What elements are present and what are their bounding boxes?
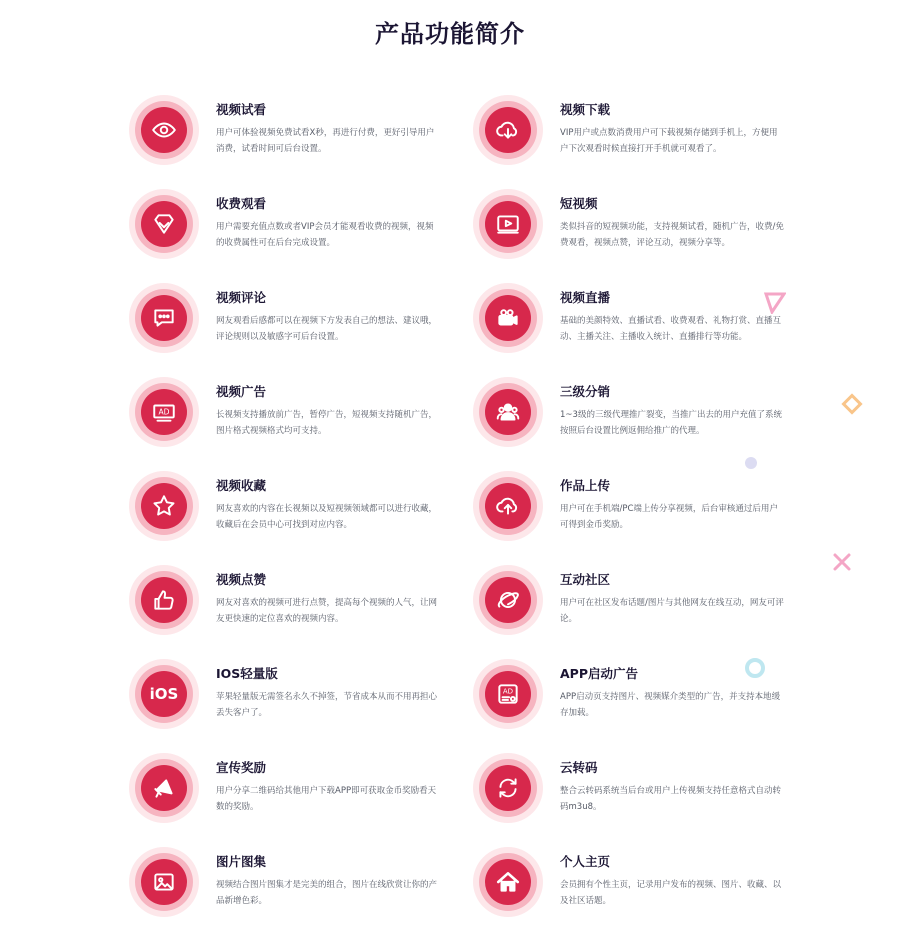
- feature-desc: 1~3级的三级代理推广裂变，当推广出去的用户充值了系统按照后台设置比例返佣给推广的代理。: [560, 410, 782, 436]
- ios-icon: iOS: [149, 685, 179, 703]
- feature-desc: 用户可在手机端/PC端上传分享视频，后台审核通过后用户可得到金币奖励。: [560, 504, 778, 530]
- feature-video-download: [473, 95, 803, 175]
- eye-icon: [151, 117, 177, 143]
- feature-title: 作品上传: [560, 478, 611, 493]
- feature-title: 视频直播: [560, 290, 611, 305]
- feature-desc: 用户需要充值点数或者VIP会员才能观看收费的视频，视频的收费属性可在后台完成设置。: [216, 222, 434, 248]
- feature-title: 视频评论: [216, 290, 267, 305]
- feature-video-ad: [129, 377, 459, 457]
- feature-desc: 长视频支持播放前广告，暂停广告，短视频支持随机广告，图片格式视频格式均可支持。: [216, 410, 438, 436]
- feature-paid-view: [129, 189, 459, 269]
- refresh-icon: [495, 775, 521, 801]
- video-player-icon: [495, 211, 521, 237]
- feature-short-video: [473, 189, 803, 269]
- feature-desc: 类似抖音的短视频功能，支持视频试看，随机广告，收费/免费观看，视频点赞，评论互动，视频分享等。: [560, 222, 784, 248]
- feature-title: 三级分销: [560, 384, 611, 399]
- chat-bubble-icon: [151, 305, 177, 331]
- app-ad-icon: [495, 681, 521, 707]
- feature-live-stream: [473, 283, 803, 363]
- feature-title: 互动社区: [560, 572, 611, 587]
- decor-cross: [831, 551, 853, 573]
- feature-upload: [473, 471, 803, 551]
- feature-title: 视频收藏: [216, 478, 267, 493]
- feature-title: 视频下载: [560, 102, 611, 117]
- diamond-icon: [151, 211, 177, 237]
- image-icon: [151, 869, 177, 895]
- feature-community: [473, 565, 803, 645]
- feature-desc: 网友喜欢的内容在长视频以及短视频领域都可以进行收藏，收藏后在会员中心可找到对应内容。: [216, 504, 438, 530]
- feature-desc: 用户分享二维码给其他用户下载APP即可获取金币奖励看天数的奖励。: [216, 786, 437, 812]
- cloud-upload-icon: [495, 493, 521, 519]
- app-ad-text: AD: [502, 686, 514, 696]
- cloud-download-icon: [495, 117, 521, 143]
- feature-desc: APP启动页支持图片、视频媒介类型的广告，并支持本地缓存加载。: [560, 692, 781, 718]
- feature-promo-reward: [129, 753, 459, 833]
- svg-text:AD: AD: [158, 407, 170, 417]
- feature-video-like: [129, 565, 459, 645]
- feature-video-comment: [129, 283, 459, 363]
- megaphone-icon: [151, 775, 177, 801]
- feature-desc: 用户可在社区发布话题/图片与其他网友在线互动，网友可评论。: [560, 598, 784, 624]
- feature-desc: 网友对喜欢的视频可进行点赞，提高每个视频的人气，让网友更快速的定位喜欢的视频内容。: [216, 598, 438, 624]
- ad-icon: [151, 399, 177, 425]
- planet-icon: [495, 587, 521, 613]
- feature-cloud-transcode: [473, 753, 803, 833]
- feature-title: IOS轻量版: [216, 666, 278, 681]
- feature-title: APP启动广告: [560, 666, 638, 681]
- feature-title: 视频试看: [216, 102, 267, 117]
- feature-video-trial: [129, 95, 459, 175]
- feature-desc: VIP用户或点数消费用户可下载视频存储到手机上，方便用户下次观看时候直接打开手机就可观看了。: [560, 128, 778, 154]
- decor-dot: [744, 456, 758, 470]
- decor-diamond: [840, 392, 864, 416]
- decor-triangle: [764, 292, 786, 314]
- feature-title: 视频点赞: [216, 572, 267, 587]
- feature-title: 宣传奖励: [216, 760, 267, 775]
- feature-title: 视频广告: [216, 384, 267, 399]
- page-title: 产品功能简介: [375, 20, 525, 48]
- feature-title: 云转码: [560, 760, 598, 775]
- feature-image-gallery: [129, 847, 459, 927]
- feature-desc: 会员拥有个性主页，记录用户发布的视频、图片、收藏、以及社区话题。: [560, 880, 782, 906]
- star-icon: [151, 493, 177, 519]
- feature-desc: 用户可体验视频免费试看X秒，再进行付费，更好引导用户消费，试看时间可后台设置。: [216, 128, 435, 154]
- home-icon: [495, 869, 521, 895]
- feature-desc: 基础的美颜特效、直播试看、收费观看、礼物打赏、直播互动、主播关注、主播收入统计、直播排行等功能。: [560, 316, 782, 342]
- feature-desc: 网友观看后感都可以在视频下方发表自己的想法、建议哦，评论规则以及敏感字可后台设置。: [216, 316, 438, 342]
- feature-title: 收费观看: [216, 196, 267, 211]
- feature-video-favorite: [129, 471, 459, 551]
- thumbs-up-icon: [151, 587, 177, 613]
- feature-ios-lite: [129, 659, 459, 739]
- feature-title: 个人主页: [560, 854, 611, 869]
- feature-distribution: [473, 377, 803, 457]
- feature-title: 短视频: [560, 196, 598, 211]
- feature-personal-home: [473, 847, 803, 927]
- feature-desc: 视频结合图片图集才是完美的组合，图片在线欣赏让你的产品新增色彩。: [216, 880, 438, 906]
- decor-ring: [743, 656, 767, 680]
- feature-title: 图片图集: [216, 854, 267, 869]
- feature-desc: 苹果轻量版无需签名永久不掉签，节省成本从而不用再担心丢失客户了。: [216, 692, 438, 718]
- feature-desc: 整合云转码系统当后台或用户上传视频支持任意格式自动转码m3u8。: [560, 786, 782, 812]
- users-icon: [495, 399, 521, 425]
- camera-icon: [495, 305, 521, 331]
